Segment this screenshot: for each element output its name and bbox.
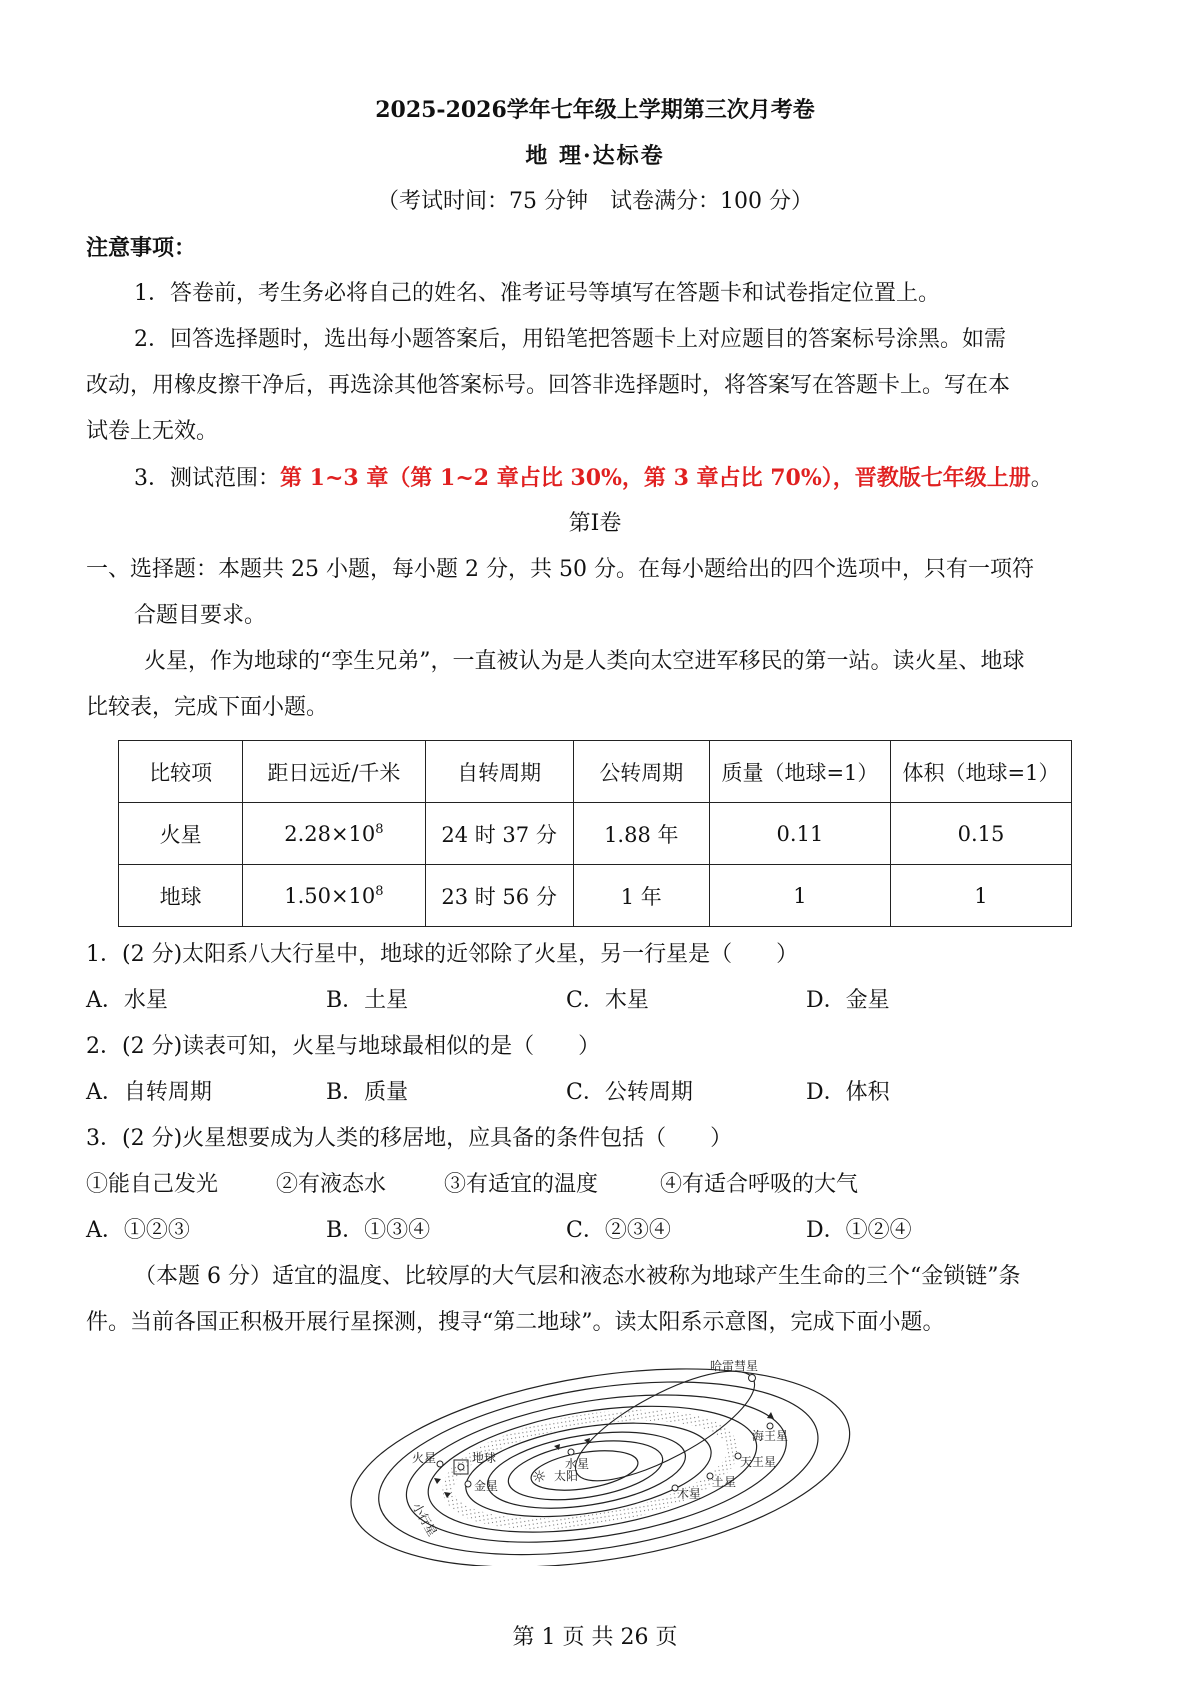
jupiter-label: 木星 [677,1487,702,1501]
table-header: 公转周期 [573,741,709,803]
question-3-choice-1: ①能自己发光 [86,1172,219,1197]
question-2-option-b: B．质量 [326,1080,409,1105]
test-range: 第 1~3 章（第 1~2 章占比 30%，第 3 章占比 70%），晋教版七年级上册 [280,465,1031,491]
neptune-label: 海王星 [752,1429,789,1443]
question-1-option-d: D．金星 [806,988,890,1013]
asteroid-belt [440,1398,740,1542]
notice-item-1: 1．答卷前，考生务必将自己的姓名、准考证号等填写在答题卡和试卷指定位置上。 [134,281,940,306]
solar-system-diagram [340,1356,860,1566]
exam-info: （考试时间：75 分钟 试卷满分：100 分） [377,189,813,214]
arrow-icon [434,1478,441,1484]
table-header: 体积（地球=1） [890,741,1071,803]
section-1-line1: 一、选择题：本题共 25 小题，每小题 2 分，共 50 分。在每小题给出的四个选项中，只有一项符 [86,557,1034,582]
distance-value: 2.28×10 [284,821,376,846]
page-footer: 第 1 页 共 26 页 [512,1625,678,1650]
table-cell: 24 时 37 分 [425,803,573,865]
question-3-choice-2: ②有液态水 [276,1172,387,1197]
mercury-label: 水星 [565,1457,590,1471]
volume-label: 第Ⅰ卷 [568,511,622,536]
question-2-option-a: A．自转周期 [86,1080,212,1105]
question-2-stem: 2．(2 分)读表可知，火星与地球最相似的是（ ） [86,1034,601,1059]
question-2-option-c: C．公转周期 [566,1080,693,1105]
table-cell: 火星 [119,803,243,865]
table-cell: 1 [890,865,1071,927]
sun-label: 太阳 [554,1469,579,1483]
question-1-option-c: C．木星 [566,988,649,1013]
halley-comet [749,1375,756,1382]
distance-exponent: 8 [375,821,384,837]
notice-heading: 注意事项： [86,235,197,261]
distance-exponent: 8 [375,883,384,899]
venus [465,1481,471,1487]
section-1-line2: 合题目要求。 [134,603,267,628]
table-row-earth [119,865,1072,927]
question-3-option-d: D．①②④ [806,1218,912,1243]
table-cell: 0.11 [709,803,890,865]
exam-subtitle: 地 理·达标卷 [525,143,665,169]
table-cell [243,865,425,927]
uranus-label: 天王星 [740,1455,777,1469]
table-header: 距日远近/千米 [243,741,425,803]
question-3-option-a: A．①②③ [86,1218,190,1243]
mars-label: 火星 [412,1451,437,1465]
notice-item-2-line3: 试卷上无效。 [86,419,219,444]
table-cell [243,803,425,865]
halley-label: 哈雷彗星 [710,1359,759,1373]
sun-icon: ☼ [532,1467,547,1486]
saturn-label: 土星 [712,1475,737,1489]
table-cell: 1 年 [573,865,709,927]
notice-item-3 [134,463,1053,494]
mars [437,1461,443,1467]
exam-title: 2025-2026学年七年级上学期第三次月考卷 [375,97,815,123]
question-1-option-a: A．水星 [86,988,168,1013]
earth [458,1464,464,1470]
jupiter-orbit [419,1386,765,1553]
question-1-option-b: B．土星 [326,988,409,1013]
table-cell: 0.15 [890,803,1071,865]
table-header: 质量（地球=1） [709,741,890,803]
table-header: 自转周期 [425,741,573,803]
earth-label: 地球 [472,1451,497,1465]
question-3-option-c: C．②③④ [566,1218,671,1243]
notice-item-2-line2: 改动，用橡皮擦干净后，再选涂其他答案标号。回答非选择题时，将答案写在答题卡上。写在本 [86,373,1011,398]
question-3-stem: 3．(2 分)火星想要成为人类的移居地，应具备的条件包括（ ） [86,1126,733,1151]
table-cell: 1.88 年 [573,803,709,865]
notice-item-3-prefix: 3．测试范围： [134,466,280,491]
notice-item-2-line1: 2．回答选择题时，选出每小题答案后，用铅笔把答题卡上对应题目的答案标号涂黑。如需 [134,327,1007,352]
table-header: 比较项 [119,741,243,803]
mercury [568,1449,574,1455]
table-cell: 1 [709,865,890,927]
mars-earth-table [118,740,1072,927]
table-row-mars [119,803,1072,865]
table-cell: 地球 [119,865,243,927]
intro-1-line1: 火星，作为地球的“孪生兄弟”，一直被认为是人类向太空进军移民的第一站。读火星、地球 [144,649,1025,674]
intro-2-line1: （本题 6 分）适宜的温度、比较厚的大气层和液态水被称为地球产生生命的三个“金锁链”条 [134,1264,1021,1289]
notice-item-3-suffix: 。 [1030,466,1053,491]
distance-value: 1.50×10 [284,883,376,908]
question-2-option-d: D．体积 [806,1080,890,1105]
table-cell: 23 时 56 分 [425,865,573,927]
intro-2-line2: 件。当前各国正积极开展行星探测，搜寻“第二地球”。读太阳系示意图，完成下面小题。 [86,1310,945,1335]
question-3-choice-3: ③有适宜的温度 [444,1172,599,1197]
table-header-row [119,741,1072,803]
intro-1-line2: 比较表，完成下面小题。 [86,695,329,720]
question-3-option-b: B．①③④ [326,1218,431,1243]
question-3-choice-4: ④有适合呼吸的大气 [660,1172,859,1197]
venus-label: 金星 [474,1479,499,1493]
halley-orbit [562,1356,769,1501]
question-1-stem: 1．(2 分)太阳系八大行星中，地球的近邻除了火星，另一行星是（ ） [86,942,799,967]
asteroid-label: 小行星 [409,1500,440,1539]
